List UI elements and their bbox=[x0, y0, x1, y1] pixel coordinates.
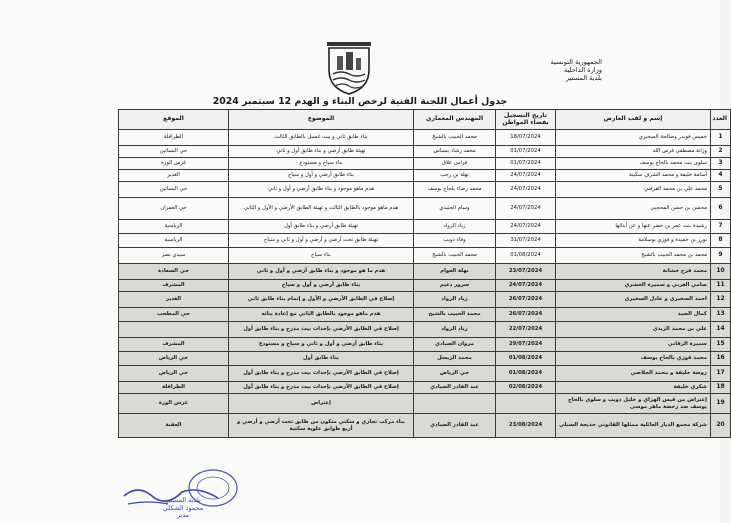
request-subject: بناء طابق أرضي و أول و ثاني و سياج و مستودع bbox=[229, 338, 414, 352]
architect-name: زياد الزواد bbox=[414, 220, 496, 234]
registration-date: 23/08/2024 bbox=[496, 414, 556, 438]
registration-date: 01/08/2024 bbox=[496, 366, 556, 382]
applicant-name: كمال الصيد bbox=[556, 308, 711, 322]
applicant-name: محسن بن حسن المحجبي bbox=[556, 198, 711, 220]
request-subject: إعتراض bbox=[229, 394, 414, 414]
table-row bbox=[119, 414, 731, 438]
row-number: 5 bbox=[711, 182, 731, 198]
location bbox=[119, 322, 229, 338]
col-applicant: إسم و لقب العارض bbox=[556, 110, 711, 130]
row-number: 2 bbox=[711, 146, 731, 158]
location: الغدير bbox=[119, 170, 229, 182]
registration-date: 24/07/2024 bbox=[496, 198, 556, 220]
table-row bbox=[119, 170, 731, 182]
architect-name: وسام الجنيدي bbox=[414, 198, 496, 220]
location: الغدير bbox=[119, 292, 229, 308]
municipal-emblem-icon bbox=[325, 40, 373, 96]
request-subject: هدم ماهو موجود بالطابق الثاني مع إعادة بنائه bbox=[229, 308, 414, 322]
letterhead-country: الجمهورية التونسية bbox=[550, 58, 602, 66]
applicant-name: أسامة خليفة و محمد الشرف سكينة bbox=[556, 170, 711, 182]
location: سيدي نصر bbox=[119, 248, 229, 264]
col-location: الموقع bbox=[119, 110, 229, 130]
applicant-name: إعتراض من قيس الهزاي و خليل ذويب و سلوى بالحاج يوسف ضد رخصة ماهر موسى bbox=[556, 394, 711, 414]
location: حي البساتين bbox=[119, 146, 229, 158]
architect-name: محمد الحبيب بالشيخ bbox=[414, 130, 496, 146]
location: غرس الوزة bbox=[119, 158, 229, 170]
table-row bbox=[119, 220, 731, 234]
row-number: 9 bbox=[711, 248, 731, 264]
location: حي الرياض bbox=[119, 352, 229, 366]
row-number: 17 bbox=[711, 366, 731, 382]
agenda-table bbox=[118, 109, 731, 438]
table-row bbox=[119, 264, 731, 280]
location: الطرافلة bbox=[119, 382, 229, 394]
row-number: 14 bbox=[711, 322, 731, 338]
table-row bbox=[119, 130, 731, 146]
location: العقبة bbox=[119, 414, 229, 438]
request-subject: تهيئة طابق تحت أرضي و أرضي و أول و ثاني و سياج bbox=[229, 234, 414, 248]
col-architect: المهندس المعماري bbox=[414, 110, 496, 130]
table-row bbox=[119, 382, 731, 394]
location: حي السعادة bbox=[119, 264, 229, 280]
location: الرباسية bbox=[119, 220, 229, 234]
applicant-name: وزانة مصطفى فرس الله bbox=[556, 146, 711, 158]
request-subject: إصلاح في الطابق الأرضي بإحداث بيت مدرج و بناء طابق أول bbox=[229, 382, 414, 394]
row-number: 7 bbox=[711, 220, 731, 234]
location: غرس الوزة bbox=[119, 394, 229, 414]
applicant-name: شركة مجمع الديار العائلية ممثلها القانوني خديجة السبلي bbox=[556, 414, 711, 438]
location: حي المطحب bbox=[119, 308, 229, 322]
architect-name: نهلة العوام bbox=[414, 264, 496, 280]
location: حي البساتين bbox=[119, 182, 229, 198]
page-title: جدول أعمال اللجنة الفنية لرخص البناء و الهدم 12 سبتمبر 2024 bbox=[212, 96, 508, 107]
table-row bbox=[119, 338, 731, 352]
table-row bbox=[119, 158, 731, 170]
registration-date: 18/07/2024 bbox=[496, 130, 556, 146]
col-number: العدد bbox=[711, 110, 731, 130]
table-row bbox=[119, 352, 731, 366]
architect-name: محمد رضاء بلحاج يوسف bbox=[414, 182, 496, 198]
request-subject: تهيئة طابق أرضي و بناء طابق أول و ثاني bbox=[229, 146, 414, 158]
architect-name: عبد القادر الصيادي bbox=[414, 414, 496, 438]
row-number: 19 bbox=[711, 394, 731, 414]
applicant-name: سلوى بنت محمد بالحاج يوسف bbox=[556, 158, 711, 170]
row-number: 3 bbox=[711, 158, 731, 170]
request-subject: بناء طابق أرضي و أول و سياج bbox=[229, 280, 414, 292]
architect-name: سرور دغيم bbox=[414, 280, 496, 292]
row-number: 16 bbox=[711, 352, 731, 366]
request-subject: إصلاح في الطابق الأرضي بإحداث بيت مدرج و بناء طابق أول bbox=[229, 366, 414, 382]
registration-date: 31/07/2024 bbox=[496, 234, 556, 248]
architect-name: مروان الصيادي bbox=[414, 338, 496, 352]
applicant-name: محمد فوزي بالحاج يوسف bbox=[556, 352, 711, 366]
request-subject: هدم ماهو موجود و بناء طابق أرضي و أول و ثاني bbox=[229, 182, 414, 198]
registration-date: 24/07/2024 bbox=[496, 182, 556, 198]
request-subject: بناء سياج و مستودع bbox=[229, 158, 414, 170]
architect-name: نهلة بن رجب bbox=[414, 170, 496, 182]
location: حي الرياض bbox=[119, 366, 229, 382]
registration-date: 24/07/2024 bbox=[496, 170, 556, 182]
architect-name bbox=[414, 394, 496, 414]
row-number: 18 bbox=[711, 382, 731, 394]
applicant-name: خميس فوبدر وصالحة السخيري bbox=[556, 130, 711, 146]
row-number: 1 bbox=[711, 130, 731, 146]
row-number: 13 bbox=[711, 308, 731, 322]
applicant-name: علي بن محمد الزيدي bbox=[556, 322, 711, 338]
request-subject: بناء طابق ثاني و بيت غسيل بالطابق الثالث bbox=[229, 130, 414, 146]
location: حي العمران bbox=[119, 198, 229, 220]
architect-name: زياد الزواد bbox=[414, 292, 496, 308]
applicant-name: احمد السخيري و عادل السخيري bbox=[556, 292, 711, 308]
request-subject: هدم ما هو موجود و بناء طابق أرضي و أول و ثاني bbox=[229, 264, 414, 280]
table-row bbox=[119, 308, 731, 322]
request-subject: بناء طابق أرضي و أول و سياج bbox=[229, 170, 414, 182]
table-row bbox=[119, 322, 731, 338]
applicant-name: نورز بن حميدة و فوزي بوسلامة bbox=[556, 234, 711, 248]
stamp-line-1: بلدية المستير bbox=[165, 496, 201, 504]
applicant-name: محمد فرج خشانة bbox=[556, 264, 711, 280]
applicant-name: سميرة الزقاني bbox=[556, 338, 711, 352]
table-row bbox=[119, 292, 731, 308]
table-row bbox=[119, 280, 731, 292]
applicant-name: سامي الغربي و سميرة الحشري bbox=[556, 280, 711, 292]
row-number: 12 bbox=[711, 292, 731, 308]
letterhead-municipality: بلدية المستير bbox=[565, 74, 602, 82]
registration-date: 01/07/2024 bbox=[496, 158, 556, 170]
location: الطرافلة bbox=[119, 130, 229, 146]
applicant-name: محمد علي بن محمد القرقني bbox=[556, 182, 711, 198]
architect-name: محمد الزيسل bbox=[414, 352, 496, 366]
registration-date: 02/08/2024 bbox=[496, 382, 556, 394]
architect-name: زياد الزواد bbox=[414, 322, 496, 338]
applicant-name: روضة خليفة و محمد الجلاصي bbox=[556, 366, 711, 382]
request-subject: بناء سياج bbox=[229, 248, 414, 264]
registration-date: 01/08/2024 bbox=[496, 352, 556, 366]
request-subject: إصلاح في الطابق الأرضي بإحداث بيت مدرج و بناء طابق أول bbox=[229, 322, 414, 338]
stamp-line-3: مدير bbox=[176, 511, 190, 520]
letterhead bbox=[551, 58, 603, 82]
request-subject: هدم ماهو موجود بالطابق الثالث و تهيئة الطابق الأرضي و الأول و الثاني bbox=[229, 198, 414, 220]
request-subject: بناء طابق أول bbox=[229, 352, 414, 366]
request-subject: إصلاح في الطابق الأرضي و الأول و إتمام بناء طابق ثاني bbox=[229, 292, 414, 308]
applicant-name: رشيدة بنت عمر بن خضر عنها و عن أبنائها bbox=[556, 220, 711, 234]
architect-name: وفاء ذويب bbox=[414, 234, 496, 248]
registration-date: 23/07/2024 bbox=[496, 264, 556, 280]
architect-name: محمد الحبيب بالشيخ bbox=[414, 308, 496, 322]
request-subject: بناء مركب تجاري و سكني متكون من طابق تحت أرضي و أرضي و أربع طوابق علوية سكنية bbox=[229, 414, 414, 438]
architect-name: حي الرياض bbox=[414, 366, 496, 382]
location: المشرف bbox=[119, 280, 229, 292]
registration-date bbox=[496, 394, 556, 414]
table-row bbox=[119, 248, 731, 264]
location: الرباسية bbox=[119, 234, 229, 248]
col-subject: الموضوع bbox=[229, 110, 414, 130]
row-number: 20 bbox=[711, 414, 731, 438]
row-number: 11 bbox=[711, 280, 731, 292]
row-number: 15 bbox=[711, 338, 731, 352]
registration-date: 22/07/2024 bbox=[496, 322, 556, 338]
registration-date: 29/07/2024 bbox=[496, 338, 556, 352]
location: المشرف bbox=[119, 338, 229, 352]
architect-name: عبد القادر الصيادي bbox=[414, 382, 496, 394]
row-number: 10 bbox=[711, 264, 731, 280]
row-number: 6 bbox=[711, 198, 731, 220]
applicant-name: شكري خليفة bbox=[556, 382, 711, 394]
architect-name: فراس علاق bbox=[414, 158, 496, 170]
registration-date: 01/08/2024 bbox=[496, 248, 556, 264]
architect-name: محمد الحبيب بالشيخ bbox=[414, 248, 496, 264]
table-row bbox=[119, 182, 731, 198]
letterhead-ministry: وزارة الداخلية bbox=[564, 66, 602, 74]
stamp-caption bbox=[118, 497, 248, 520]
registration-date: 26/07/2024 bbox=[496, 292, 556, 308]
table-row bbox=[119, 198, 731, 220]
table-row bbox=[119, 146, 731, 158]
applicant-name: محمد بن محمد الحبيب بالشيخ bbox=[556, 248, 711, 264]
registration-date: 01/07/2024 bbox=[496, 146, 556, 158]
request-subject: تهيئة طابق أرضي و بناء طابق أول bbox=[229, 220, 414, 234]
col-registration-date: تاريخ التسجيل بفضاء المواطن bbox=[496, 110, 556, 130]
row-number: 8 bbox=[711, 234, 731, 248]
table-header-row bbox=[119, 110, 731, 130]
row-number: 4 bbox=[711, 170, 731, 182]
table-row bbox=[119, 394, 731, 414]
registration-date: 26/07/2024 bbox=[496, 308, 556, 322]
registration-date: 24/07/2024 bbox=[496, 220, 556, 234]
table-row bbox=[119, 366, 731, 382]
architect-name: محمد رشاد بسباس bbox=[414, 146, 496, 158]
registration-date: 24/07/2024 bbox=[496, 280, 556, 292]
table-row bbox=[119, 234, 731, 248]
stamp-line-2: محمود الشكلي bbox=[162, 503, 204, 512]
